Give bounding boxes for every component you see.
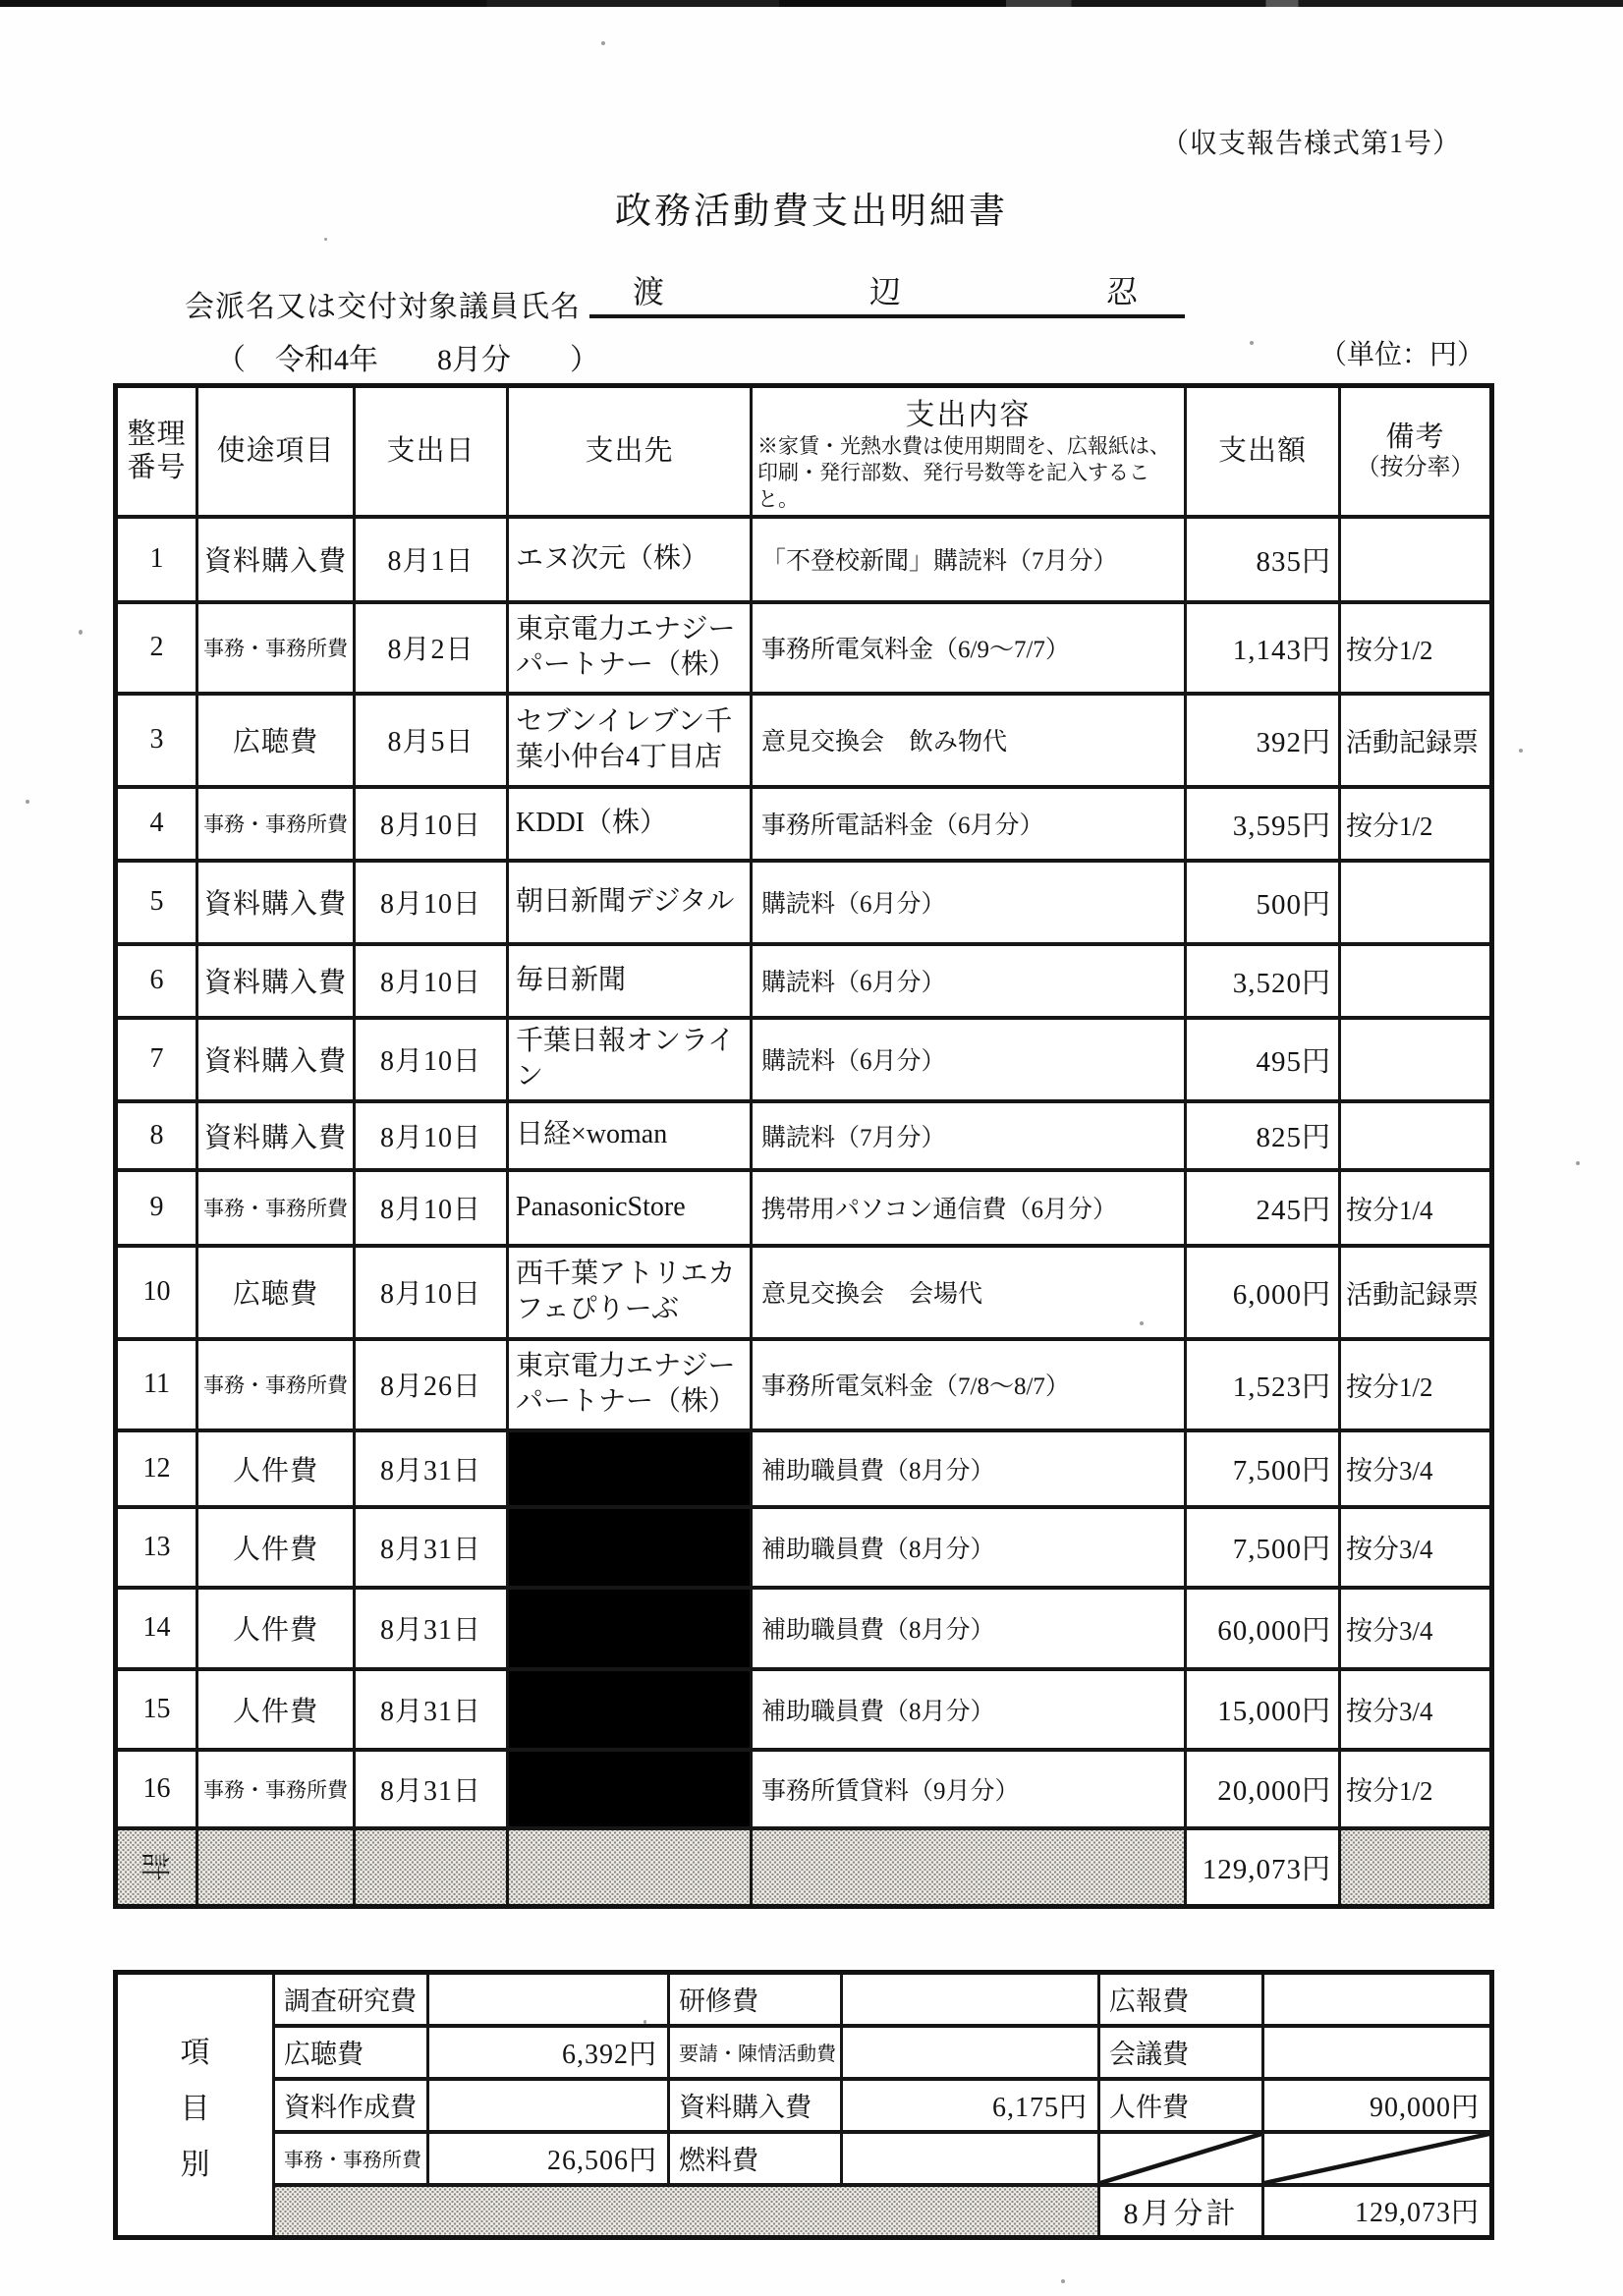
- cell-category: 事務・事務所費: [197, 1339, 355, 1430]
- header-no-line1: 整理: [127, 418, 187, 450]
- summary-row-label: [116, 1973, 274, 2238]
- cell-payee: 千葉日報オンライン: [508, 1018, 752, 1101]
- summary-category: 事務・事務所費: [274, 2132, 428, 2185]
- total-shaded-cell: [752, 1828, 1186, 1907]
- summary-category: 会議費: [1099, 2026, 1263, 2079]
- page-title: 政務活動費支出明細書: [615, 192, 1008, 232]
- header-remarks-line1: 備考: [1385, 420, 1445, 453]
- cell-payee: 毎日新聞: [508, 944, 752, 1018]
- cell-no: 13: [116, 1507, 197, 1588]
- cell-payee: 東京電力エナジーパートナー（株）: [508, 602, 752, 694]
- cell-content: 「不登校新聞」購読料（7月分）: [752, 517, 1186, 602]
- scan-speck: [1250, 341, 1254, 345]
- expense-row: [116, 1669, 1492, 1750]
- cell-remarks: 按分1/2: [1340, 1750, 1492, 1828]
- cell-payee: PanasonicStore: [508, 1170, 752, 1246]
- summary-label-char: 項: [180, 2036, 210, 2069]
- cell-no: 8: [116, 1101, 197, 1170]
- summary-value: [842, 1973, 1099, 2026]
- scan-speck: [601, 41, 605, 45]
- header-no: [116, 386, 197, 517]
- summary-category: 広聴費: [274, 2026, 428, 2079]
- cell-date: 8月10日: [355, 1246, 508, 1339]
- cell-date: 8月31日: [355, 1669, 508, 1750]
- total-label: 計: [137, 1852, 170, 1882]
- summary-row: [116, 2026, 1492, 2079]
- cell-no: 16: [116, 1750, 197, 1828]
- cell-content: 購読料（6月分）: [752, 1018, 1186, 1101]
- cell-no: 4: [116, 787, 197, 861]
- summary-row-label-text: [118, 2028, 272, 2183]
- cell-payee: 日経×woman: [508, 1101, 752, 1170]
- header-date: 支出日: [355, 386, 508, 517]
- cell-content: 購読料（6月分）: [752, 944, 1186, 1018]
- summary-category: 資料作成費: [274, 2079, 428, 2132]
- cell-category: 資料購入費: [197, 944, 355, 1018]
- expense-row: [116, 1339, 1492, 1430]
- cell-payee: エヌ次元（株）: [508, 517, 752, 602]
- cell-amount: 60,000円: [1186, 1588, 1340, 1669]
- cell-no: 9: [116, 1170, 197, 1246]
- cell-no: 11: [116, 1339, 197, 1430]
- summary-row: [116, 2132, 1492, 2185]
- scan-edge-artifact: [0, 0, 1623, 7]
- cell-date: 8月1日: [355, 517, 508, 602]
- cell-content: 事務所電話料金（6月分）: [752, 787, 1186, 861]
- member-name-field: [589, 273, 1185, 318]
- summary-value: [428, 1973, 669, 2026]
- cell-amount: 835円: [1186, 517, 1340, 602]
- summary-category: 資料購入費: [669, 2079, 842, 2132]
- cell-remarks: [1340, 861, 1492, 944]
- expense-detail-table: [113, 383, 1494, 1909]
- cell-no: 6: [116, 944, 197, 1018]
- cell-date: 8月31日: [355, 1507, 508, 1588]
- not-applicable-cell: [1099, 2132, 1263, 2185]
- cell-category: 事務・事務所費: [197, 1170, 355, 1246]
- payee-redaction: [508, 1669, 752, 1750]
- member-name-char: 渡: [633, 274, 665, 309]
- scan-speck: [26, 800, 29, 804]
- payee-redaction: [508, 1588, 752, 1669]
- cell-no: 12: [116, 1430, 197, 1507]
- cell-content: 意見交換会 会場代: [752, 1246, 1186, 1339]
- expense-row: [116, 1246, 1492, 1339]
- expense-row: [116, 1170, 1492, 1246]
- cell-remarks: 按分3/4: [1340, 1430, 1492, 1507]
- cell-amount: 20,000円: [1186, 1750, 1340, 1828]
- total-row: [116, 1828, 1492, 1907]
- header-category: 使途項目: [197, 386, 355, 517]
- cell-category: 資料購入費: [197, 1101, 355, 1170]
- scan-speck: [324, 238, 327, 241]
- cell-category: 人件費: [197, 1669, 355, 1750]
- expense-row: [116, 1018, 1492, 1101]
- cell-amount: 1,523円: [1186, 1339, 1340, 1430]
- summary-value: [1263, 2026, 1492, 2079]
- cell-payee: 東京電力エナジーパートナー（株）: [508, 1339, 752, 1430]
- header-amount: 支出額: [1186, 386, 1340, 517]
- cell-amount: 7,500円: [1186, 1507, 1340, 1588]
- cell-category: 資料購入費: [197, 517, 355, 602]
- cell-payee: 朝日新聞デジタル: [508, 861, 752, 944]
- summary-value: [428, 2079, 669, 2132]
- summary-total-row: [116, 2185, 1492, 2238]
- cell-no: 10: [116, 1246, 197, 1339]
- cell-payee: セブンイレブン千葉小仲台4丁目店: [508, 694, 752, 787]
- cell-content: 補助職員費（8月分）: [752, 1430, 1186, 1507]
- scan-speck: [1519, 749, 1523, 753]
- cell-date: 8月10日: [355, 1101, 508, 1170]
- header-remarks-line2: （按分率）: [1356, 455, 1475, 481]
- total-shaded-cell: [197, 1828, 355, 1907]
- cell-amount: 3,595円: [1186, 787, 1340, 861]
- member-name-char: 忍: [1105, 274, 1138, 309]
- cell-no: 3: [116, 694, 197, 787]
- cell-date: 8月5日: [355, 694, 508, 787]
- cell-date: 8月10日: [355, 787, 508, 861]
- cell-date: 8月10日: [355, 944, 508, 1018]
- cell-remarks: 活動記録票: [1340, 1246, 1492, 1339]
- summary-label-char: 目: [180, 2092, 210, 2125]
- header-payee: 支出先: [508, 386, 752, 517]
- header-remarks: [1340, 386, 1492, 517]
- cell-category: 資料購入費: [197, 1018, 355, 1101]
- diagonal-slash: [1264, 2134, 1489, 2183]
- summary-category: 要請・陳情活動費: [669, 2026, 842, 2079]
- scan-speck: [1140, 1321, 1144, 1325]
- expense-row: [116, 602, 1492, 694]
- cell-remarks: [1340, 944, 1492, 1018]
- summary-value: 26,506円: [428, 2132, 669, 2185]
- cell-amount: 15,000円: [1186, 1669, 1340, 1750]
- expense-row: [116, 1750, 1492, 1828]
- cell-category: 人件費: [197, 1507, 355, 1588]
- cell-content: 携帯用パソコン通信費（6月分）: [752, 1170, 1186, 1246]
- header-no-line2: 番号: [127, 452, 187, 484]
- cell-amount: 825円: [1186, 1101, 1340, 1170]
- expense-row: [116, 517, 1492, 602]
- expense-row: [116, 787, 1492, 861]
- header-content: [752, 386, 1186, 517]
- summary-category: 研修費: [669, 1973, 842, 2026]
- summary-value: [842, 2132, 1099, 2185]
- diagonal-slash: [1100, 2134, 1261, 2183]
- cell-content: 事務所賃貸料（9月分）: [752, 1750, 1186, 1828]
- payee-redaction: [508, 1750, 752, 1828]
- cell-date: 8月31日: [355, 1588, 508, 1669]
- scan-speck: [79, 630, 83, 635]
- total-shaded-cell: [1340, 1828, 1492, 1907]
- cell-payee: KDDI（株）: [508, 787, 752, 861]
- total-shaded-cell: [355, 1828, 508, 1907]
- expense-row: [116, 1430, 1492, 1507]
- summary-category: 燃料費: [669, 2132, 842, 2185]
- cell-remarks: 按分1/4: [1340, 1170, 1492, 1246]
- cell-content: 事務所電気料金（7/8～8/7）: [752, 1339, 1186, 1430]
- cell-category: 事務・事務所費: [197, 787, 355, 861]
- cell-no: 1: [116, 517, 197, 602]
- cell-category: 広聴費: [197, 1246, 355, 1339]
- form-number-note: （収支報告様式第1号）: [1161, 129, 1462, 159]
- expense-row: [116, 694, 1492, 787]
- header-row: [116, 386, 1492, 517]
- cell-remarks: [1340, 1101, 1492, 1170]
- expense-row: [116, 1507, 1492, 1588]
- cell-content: 補助職員費（8月分）: [752, 1588, 1186, 1669]
- cell-date: 8月31日: [355, 1430, 508, 1507]
- scan-speck: [1061, 2279, 1065, 2283]
- cell-remarks: 按分1/2: [1340, 602, 1492, 694]
- total-amount: 129,073円: [1186, 1828, 1340, 1907]
- cell-amount: 392円: [1186, 694, 1340, 787]
- cell-remarks: 活動記録票: [1340, 694, 1492, 787]
- expense-row: [116, 1101, 1492, 1170]
- summary-row: [116, 2079, 1492, 2132]
- cell-content: 事務所電気料金（6/9～7/7）: [752, 602, 1186, 694]
- cell-date: 8月10日: [355, 861, 508, 944]
- cell-amount: 6,000円: [1186, 1246, 1340, 1339]
- summary-label-char: 別: [180, 2148, 210, 2181]
- cell-category: 資料購入費: [197, 861, 355, 944]
- cell-remarks: 按分3/4: [1340, 1588, 1492, 1669]
- header-content-note: ※家賃・光熱水費は使用期間を、広報紙は、印刷・発行部数、発行号数等を記入すること。: [757, 434, 1170, 511]
- summary-value: 6,392円: [428, 2026, 669, 2079]
- payee-redaction: [508, 1507, 752, 1588]
- cell-remarks: 按分3/4: [1340, 1669, 1492, 1750]
- report-period: （ 令和4年 8月分 ）: [216, 344, 599, 376]
- total-shaded-cell: [508, 1828, 752, 1907]
- monthly-total-label: 8月分計: [1099, 2185, 1263, 2238]
- cell-content: 購読料（7月分）: [752, 1101, 1186, 1170]
- cell-date: 8月10日: [355, 1018, 508, 1101]
- summary-value: 90,000円: [1263, 2079, 1492, 2132]
- summary-value: [1263, 1973, 1492, 2026]
- cell-content: 補助職員費（8月分）: [752, 1669, 1186, 1750]
- summary-value: [842, 2026, 1099, 2079]
- cell-remarks: 按分3/4: [1340, 1507, 1492, 1588]
- cell-date: 8月26日: [355, 1339, 508, 1430]
- cell-date: 8月10日: [355, 1170, 508, 1246]
- cell-amount: 500円: [1186, 861, 1340, 944]
- member-name-label: 会派名又は交付対象議員氏名: [185, 291, 581, 323]
- summary-shaded-cell: [274, 2185, 1099, 2238]
- cell-no: 7: [116, 1018, 197, 1101]
- header-content-title: 支出内容: [905, 399, 1032, 431]
- scan-speck: [1576, 1161, 1580, 1165]
- summary-category: 人件費: [1099, 2079, 1263, 2132]
- member-name-char: 辺: [868, 274, 901, 309]
- cell-date: 8月2日: [355, 602, 508, 694]
- cell-remarks: 按分1/2: [1340, 1339, 1492, 1430]
- cell-date: 8月31日: [355, 1750, 508, 1828]
- cell-remarks: [1340, 517, 1492, 602]
- expense-row: [116, 1588, 1492, 1669]
- cell-content: 意見交換会 飲み物代: [752, 694, 1186, 787]
- cell-remarks: 按分1/2: [1340, 787, 1492, 861]
- cell-payee: 西千葉アトリエカフェぴりーぶ: [508, 1246, 752, 1339]
- cell-amount: 3,520円: [1186, 944, 1340, 1018]
- cell-amount: 245円: [1186, 1170, 1340, 1246]
- cell-no: 5: [116, 861, 197, 944]
- payee-redaction: [508, 1430, 752, 1507]
- scan-speck: [644, 2020, 646, 2024]
- not-applicable-cell: [1263, 2132, 1492, 2185]
- cell-category: 事務・事務所費: [197, 602, 355, 694]
- cell-amount: 495円: [1186, 1018, 1340, 1101]
- cell-remarks: [1340, 1018, 1492, 1101]
- unit-note: （単位：円）: [1319, 340, 1485, 370]
- monthly-total-amount: 129,073円: [1263, 2185, 1492, 2238]
- expense-row: [116, 944, 1492, 1018]
- cell-amount: 7,500円: [1186, 1430, 1340, 1507]
- cell-category: 人件費: [197, 1588, 355, 1669]
- cell-content: 補助職員費（8月分）: [752, 1507, 1186, 1588]
- cell-no: 15: [116, 1669, 197, 1750]
- cell-no: 2: [116, 602, 197, 694]
- summary-category: 広報費: [1099, 1973, 1263, 2026]
- cell-category: 事務・事務所費: [197, 1750, 355, 1828]
- expense-row: [116, 861, 1492, 944]
- cell-no: 14: [116, 1588, 197, 1669]
- cell-category: 人件費: [197, 1430, 355, 1507]
- summary-value: 6,175円: [842, 2079, 1099, 2132]
- summary-category: 調査研究費: [274, 1973, 428, 2026]
- total-label-cell: [116, 1828, 197, 1907]
- cell-content: 購読料（6月分）: [752, 861, 1186, 944]
- summary-row: [116, 1973, 1492, 2026]
- category-summary-table: [113, 1970, 1494, 2240]
- cell-category: 広聴費: [197, 694, 355, 787]
- cell-amount: 1,143円: [1186, 602, 1340, 694]
